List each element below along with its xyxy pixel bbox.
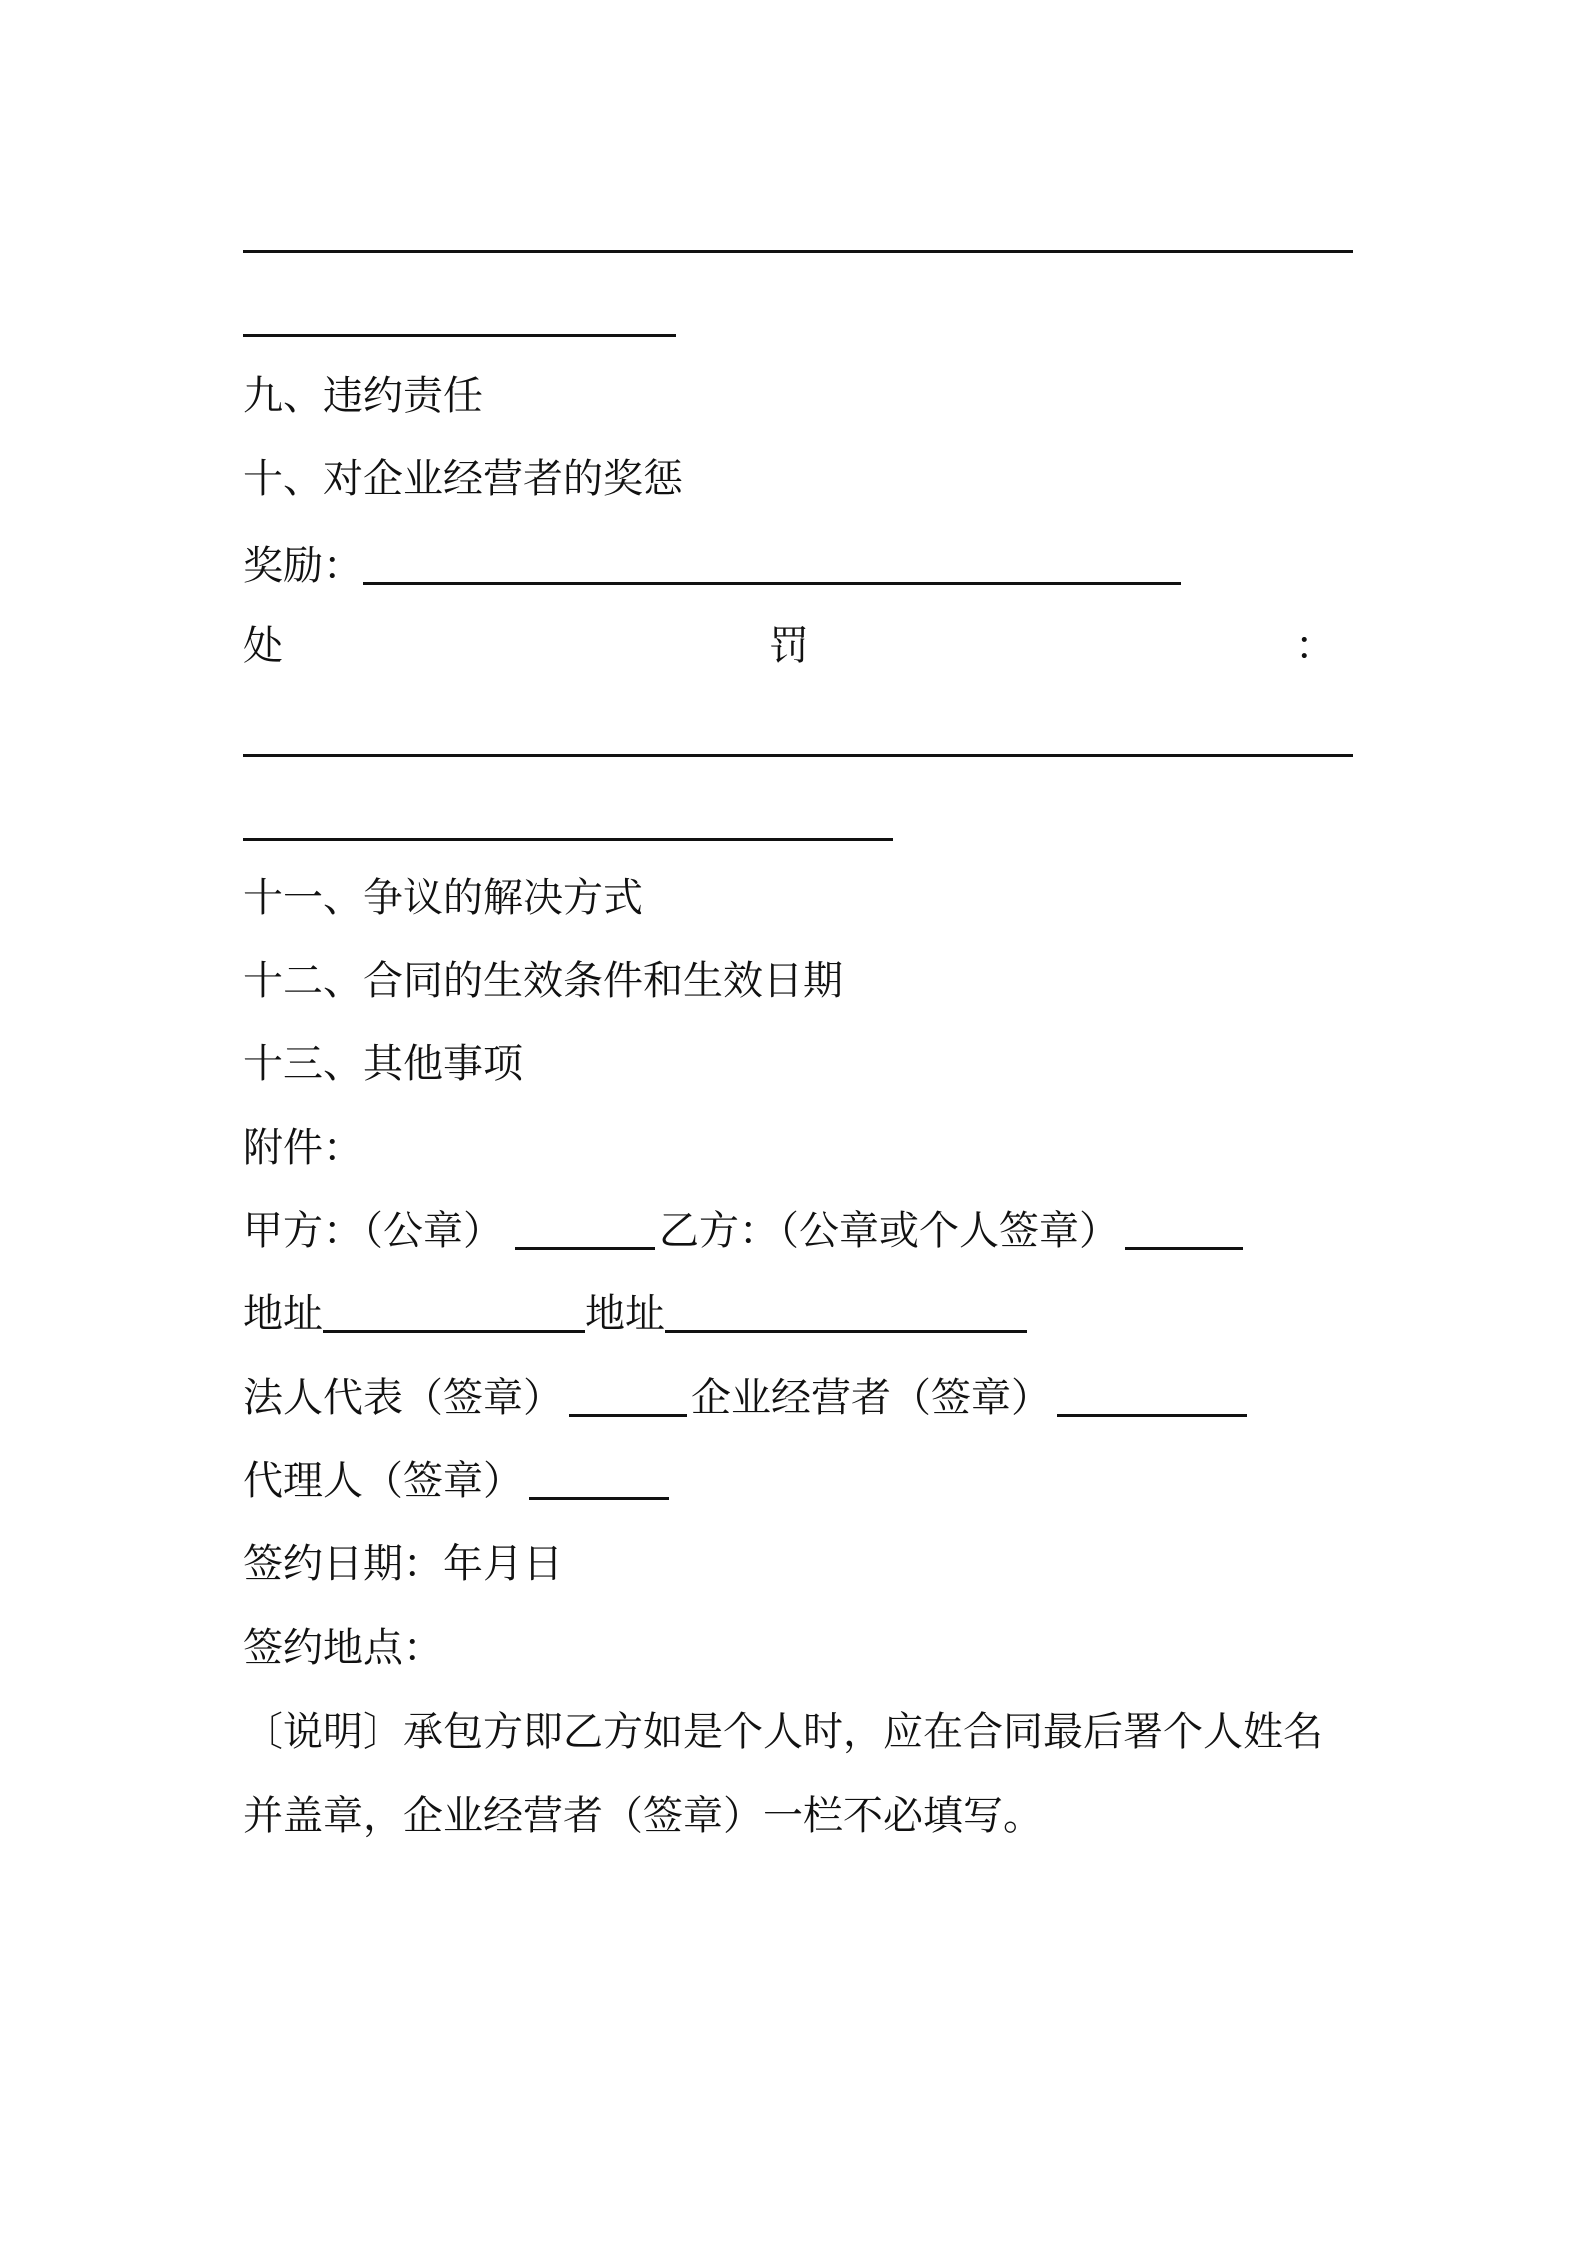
attachment-label: 附件： [243,1125,363,1171]
reward-label: 奖励： [243,543,363,589]
party-a-label: 甲方：（公章） [243,1208,503,1254]
section-heading: 十二、合同的生效条件和生效日期 [243,958,843,1004]
address-line [243,1288,1353,1340]
address-a-blank [323,1330,585,1333]
section-heading: 十、对企业经营者的奖惩 [243,456,683,502]
sign-place: 签约地点： [243,1625,443,1671]
sign-date: 签约日期：年月日 [243,1541,563,1587]
representative-line [243,1372,1353,1424]
operator-blank [1057,1414,1247,1417]
address-b-blank [665,1330,1027,1333]
punish-colon: ： [1295,623,1335,669]
fill-line [243,754,1353,757]
address-b-label: 地址 [585,1291,665,1337]
party-b-label: 乙方：（公章或个人签章） [659,1208,1119,1254]
legal-rep-blank [569,1414,687,1417]
reward-line [243,540,1353,592]
fill-line [243,250,1353,253]
section-heading: 十三、其他事项 [243,1041,523,1087]
operator-label: 企业经营者（签章） [691,1375,1051,1421]
party-line [243,1205,1353,1257]
party-a-blank [515,1247,655,1250]
agent-line [243,1455,1353,1507]
party-b-blank [1125,1247,1243,1250]
agent-label: 代理人（签章） [243,1458,523,1504]
punish-char: 罚 [769,623,809,669]
fill-line [243,838,893,841]
section-heading: 九、违约责任 [243,373,483,419]
agent-blank [529,1497,669,1500]
section-heading: 十一、争议的解决方式 [243,875,643,921]
punish-line [243,620,1335,672]
punish-char: 处 [243,623,283,669]
fill-line [243,334,676,337]
address-a-label: 地址 [243,1291,323,1337]
explanation-note: 〔说明〕承包方即乙方如是个人时，应在合同最后署个人姓名并盖章，企业经营者（签章）一栏不必填写。 [243,1709,1323,1839]
legal-rep-label: 法人代表（签章） [243,1375,563,1421]
reward-blank [363,582,1181,585]
